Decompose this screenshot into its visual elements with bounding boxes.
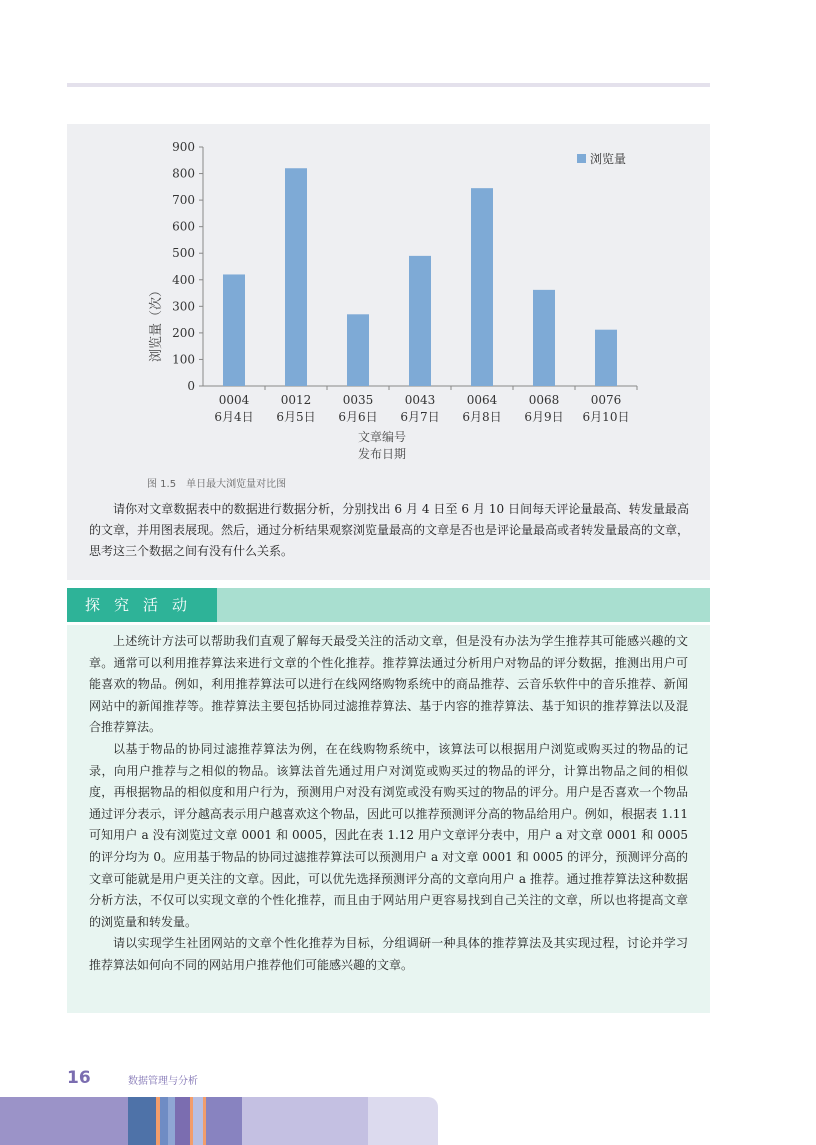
x-tick-label-date: 6月8日 xyxy=(462,410,502,424)
y-tick-label: 400 xyxy=(172,272,195,287)
bar xyxy=(409,256,431,386)
bar-chart xyxy=(67,124,710,469)
y-axis-label: 浏览量（次） xyxy=(149,283,164,363)
y-tick-label: 100 xyxy=(172,352,195,367)
x-tick-label-code: 0035 xyxy=(342,393,374,407)
y-tick-label: 900 xyxy=(172,140,195,154)
footer-band-segment xyxy=(242,1097,368,1145)
y-tick-label: 800 xyxy=(172,166,195,181)
y-tick-label: 500 xyxy=(172,246,195,261)
y-tick-label: 200 xyxy=(172,325,195,340)
activity-title: 探究活动 xyxy=(67,588,217,622)
footer-band-segment xyxy=(0,1097,128,1145)
x-tick-label-code: 0004 xyxy=(218,393,250,407)
bar xyxy=(471,188,493,386)
book-title: 数据管理与分析 xyxy=(128,1076,198,1087)
x-axis-label-line2: 发布日期 xyxy=(357,447,407,461)
x-tick-label-date: 6月10日 xyxy=(582,410,630,424)
footer-band-segment xyxy=(193,1097,203,1145)
x-tick-label-code: 0064 xyxy=(466,393,498,407)
y-tick-label: 700 xyxy=(172,193,195,208)
x-tick-label-date: 6月5日 xyxy=(276,410,316,424)
y-tick-label: 600 xyxy=(172,219,195,234)
activity-header xyxy=(67,588,710,622)
legend-swatch xyxy=(577,154,586,163)
x-tick-label-date: 6月9日 xyxy=(524,410,564,424)
figure-caption: 图 1.5 单日最大浏览量对比图 xyxy=(147,479,287,490)
x-axis-label-line1: 文章编号 xyxy=(357,430,407,444)
footer-band-segment xyxy=(128,1097,156,1145)
x-tick-label-date: 6月4日 xyxy=(214,410,254,424)
y-tick-label: 300 xyxy=(172,299,195,314)
bar xyxy=(595,330,617,386)
footer-band-segment xyxy=(206,1097,242,1145)
x-tick-label-date: 6月7日 xyxy=(400,410,440,424)
y-tick-label: 0 xyxy=(187,379,195,393)
footer-band-segment xyxy=(175,1097,190,1145)
task-paragraph: 请你对文章数据表中的数据进行数据分析，分别找出 6 月 4 日至 6 月 10 日间每天评论量最高、转发量最高的文章，并用图表展现。然后，通过分析结果观察浏览量最高的文章是否也是评论量最高或者转发量最高的文章，思考这三个数据之间有没有什么关系。 xyxy=(89,502,690,558)
bar xyxy=(533,290,555,386)
page-number: 16 xyxy=(67,1068,91,1088)
figure-panel xyxy=(67,124,710,580)
footer-band-segment xyxy=(168,1097,175,1145)
x-tick-label-code: 0012 xyxy=(280,393,312,407)
activity-paragraph-1: 上述统计方法可以帮助我们直观了解每天最受关注的活动文章，但是没有办法为学生推荐其可能感兴趣的文章。通常可以利用推荐算法来进行文章的个性化推荐。推荐算法通过分析用户对物品的评分数据，推测出用户可能喜欢的物品。例如，利用推荐算法可以进行在线网络购物系统中的商品推荐、云音乐软件中的音乐推荐、新闻网站中的新闻推荐等。推荐算法主要包括协同过滤推荐算法、基于内容的推荐算法、基于知识的推荐算法以及混合推荐算法。 xyxy=(89,634,688,735)
top-divider xyxy=(67,83,710,87)
activity-body xyxy=(67,625,710,1013)
bar xyxy=(347,314,369,386)
x-tick-label-date: 6月6日 xyxy=(338,410,378,424)
activity-paragraph-2: 以基于物品的协同过滤推荐算法为例，在在线购物系统中，该算法可以根据用户浏览或购买过的物品的记录，向用户推荐与之相似的物品。该算法首先通过用户对浏览或购买过的物品的评分，计算出物品之间的相似度，再根据物品的相似度和用户行为，预测用户对没有浏览或没有购买过的物品的评分。用户是否喜欢一个物品通过评分表示，评分越高表示用户越喜欢这个物品，因此可以推荐预测评分高的物品给用户。例如，根据表 1.11 可知用户 a 没有浏览过文章 0001 和 0005，因此在表 1.12 用户文章评分表中，用户 a 对文章 0001 和 0005 的评分均为 0。应用基于物品的协同过滤推荐算法可以预测用户 a 对文章 0001 和 0005 的评分，预测评分高的文章可能就是用户更关注的文章。因此，可以优先选择预测评分高的文章向用户 a 推荐。通过推荐算法这种数据分析方法，不仅可以实现文章的个性化推荐，而且由于网站用户更容易找到自己关注的文章，所以也将提高文章的浏览量和转发量。 xyxy=(89,741,688,929)
x-tick-label-code: 0068 xyxy=(528,393,560,407)
x-tick-label-code: 0043 xyxy=(404,393,436,407)
bar xyxy=(223,274,245,386)
bar xyxy=(285,168,307,386)
x-tick-label-code: 0076 xyxy=(590,393,622,407)
legend-label: 浏览量 xyxy=(590,152,627,166)
footer-band-segment xyxy=(368,1097,438,1145)
activity-paragraph-3: 请以实现学生社团网站的文章个性化推荐为目标，分组调研一种具体的推荐算法及其实现过程，讨论并学习推荐算法如何向不同的网站用户推荐他们可能感兴趣的文章。 xyxy=(89,936,688,972)
footer-band-segment xyxy=(160,1097,168,1145)
